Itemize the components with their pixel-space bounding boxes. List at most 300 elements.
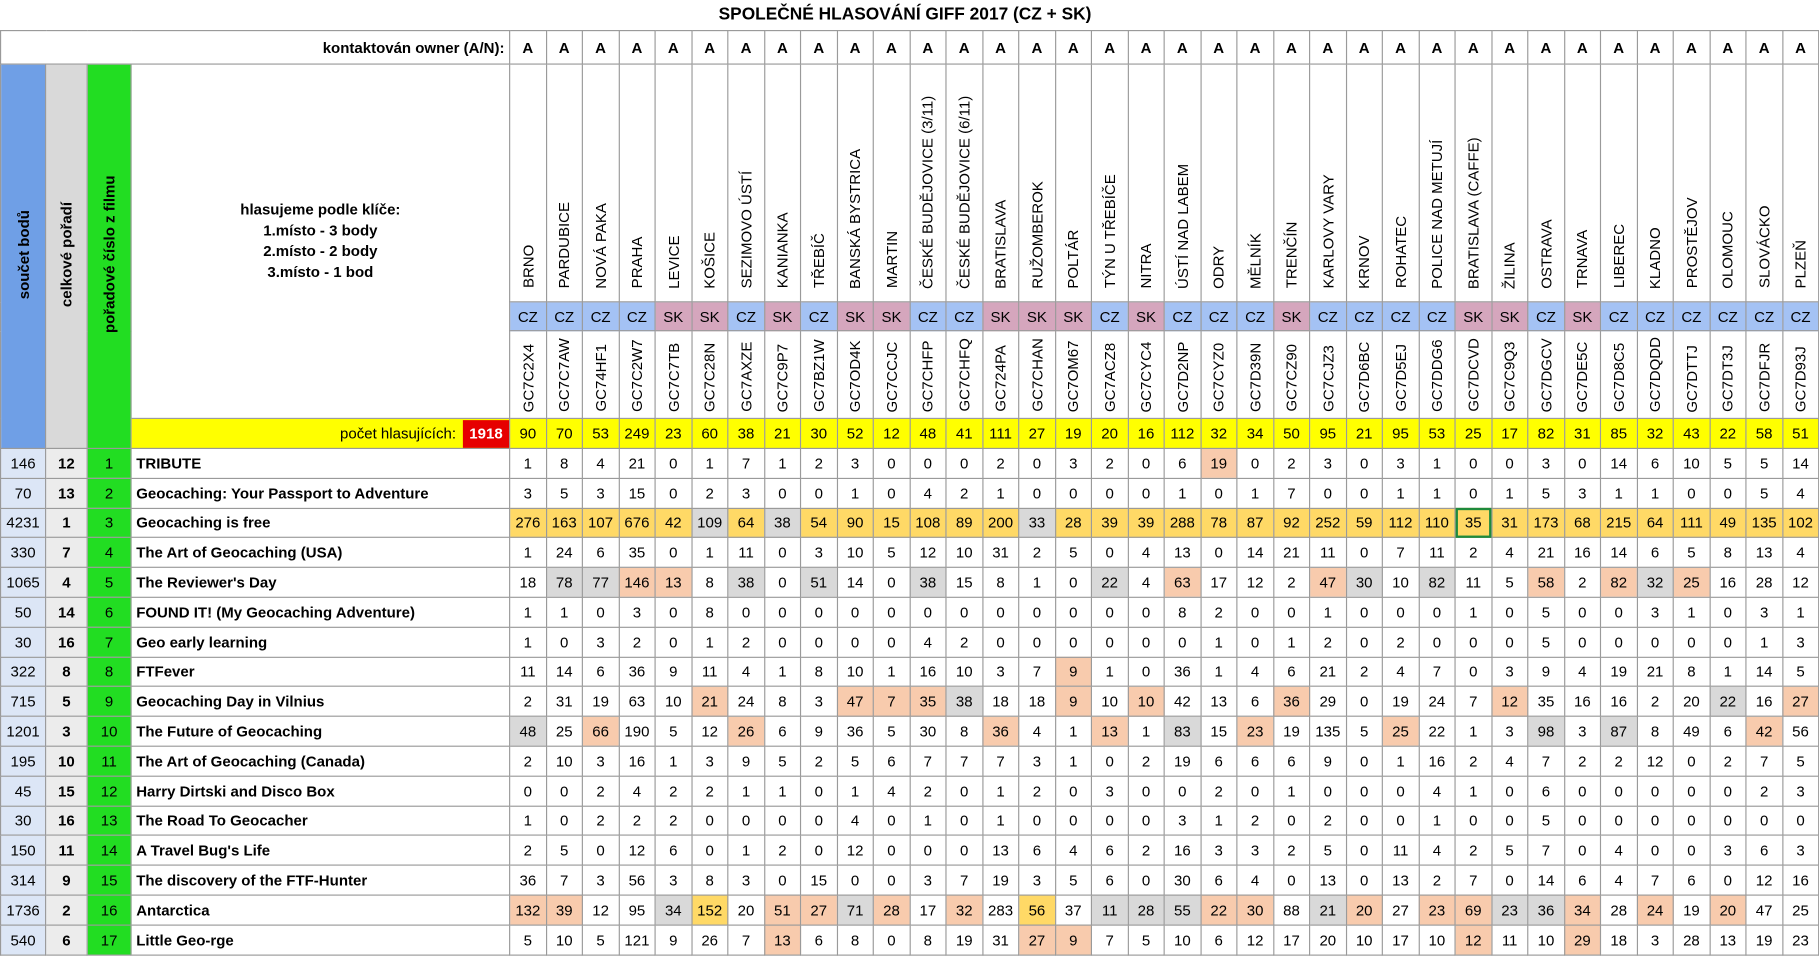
vote-cell[interactable]: 28: [1055, 508, 1091, 538]
voters-count[interactable]: 90: [510, 418, 546, 448]
vote-cell[interactable]: 0: [1055, 776, 1091, 806]
vote-cell[interactable]: 6: [1673, 865, 1709, 895]
voters-count[interactable]: 25: [1455, 418, 1491, 448]
vote-cell[interactable]: 11: [1382, 835, 1418, 865]
vote-cell[interactable]: 1: [1673, 597, 1709, 627]
voters-count[interactable]: 12: [873, 418, 909, 448]
voters-count[interactable]: 53: [582, 418, 618, 448]
vote-cell[interactable]: 1: [1455, 597, 1491, 627]
vote-cell[interactable]: 2: [801, 448, 837, 478]
vote-cell[interactable]: 6: [582, 538, 618, 568]
vote-cell[interactable]: 0: [982, 597, 1018, 627]
vote-cell[interactable]: 0: [1237, 597, 1273, 627]
vote-cell[interactable]: 4: [1782, 538, 1818, 568]
vote-cell[interactable]: 3: [1491, 716, 1527, 746]
vote-cell[interactable]: 4: [1019, 716, 1055, 746]
voters-count[interactable]: 95: [1310, 418, 1346, 448]
film-number[interactable]: 10: [87, 716, 131, 746]
vote-cell[interactable]: 0: [837, 597, 873, 627]
geocache-link[interactable]: [946, 331, 982, 419]
vote-cell[interactable]: 36: [837, 716, 873, 746]
vote-cell[interactable]: 13: [655, 568, 691, 598]
vote-cell[interactable]: 1: [1455, 716, 1491, 746]
owner-cell[interactable]: A: [1346, 31, 1382, 64]
owner-cell[interactable]: A: [1673, 31, 1709, 64]
vote-cell[interactable]: 8: [546, 448, 582, 478]
geocache-code[interactable]: GC7D6BC: [1355, 341, 1373, 413]
voters-count[interactable]: 82: [1528, 418, 1564, 448]
vote-cell[interactable]: 1: [910, 806, 946, 836]
vote-cell[interactable]: 18: [1019, 687, 1055, 717]
vote-cell[interactable]: 3: [582, 865, 618, 895]
vote-cell[interactable]: 6: [1019, 835, 1055, 865]
vote-cell[interactable]: 9: [1310, 746, 1346, 776]
owner-cell[interactable]: A: [801, 31, 837, 64]
film-name[interactable]: The Art of Geocaching (Canada): [131, 746, 510, 776]
geocache-link[interactable]: [1528, 331, 1564, 419]
vote-cell[interactable]: 23: [1237, 716, 1273, 746]
vote-cell[interactable]: 13: [1201, 687, 1237, 717]
vote-cell[interactable]: 3: [982, 657, 1018, 687]
vote-cell[interactable]: 0: [1637, 627, 1673, 657]
vote-cell[interactable]: 3: [1019, 746, 1055, 776]
vote-cell[interactable]: 7: [946, 865, 982, 895]
geocache-link[interactable]: [728, 331, 764, 419]
points-sum[interactable]: 540: [1, 925, 46, 955]
geocache-link[interactable]: [910, 331, 946, 419]
vote-cell[interactable]: 0: [873, 835, 909, 865]
vote-cell[interactable]: 24: [728, 687, 764, 717]
vote-cell[interactable]: 19: [1746, 925, 1782, 955]
vote-cell[interactable]: 7: [1273, 478, 1309, 508]
voters-count[interactable]: 32: [1201, 418, 1237, 448]
vote-cell[interactable]: 3: [1564, 716, 1600, 746]
vote-cell[interactable]: 29: [1564, 925, 1600, 955]
vote-cell[interactable]: 13: [1310, 865, 1346, 895]
vote-cell[interactable]: 12: [1637, 746, 1673, 776]
vote-cell[interactable]: 2: [1273, 568, 1309, 598]
vote-cell[interactable]: 4: [1128, 568, 1164, 598]
points-sum[interactable]: 322: [1, 657, 46, 687]
vote-cell[interactable]: 19: [946, 925, 982, 955]
geocache-link[interactable]: [1273, 331, 1309, 419]
vote-cell[interactable]: 0: [728, 806, 764, 836]
vote-cell[interactable]: 0: [1710, 865, 1746, 895]
points-sum[interactable]: 195: [1, 746, 46, 776]
vote-cell[interactable]: 2: [1601, 746, 1637, 776]
overall-rank[interactable]: 7: [46, 538, 88, 568]
vote-cell[interactable]: 0: [1601, 806, 1637, 836]
owner-cell[interactable]: A: [1491, 31, 1527, 64]
vote-cell[interactable]: 3: [728, 865, 764, 895]
film-number[interactable]: 4: [87, 538, 131, 568]
vote-cell[interactable]: 0: [1164, 627, 1200, 657]
vote-cell[interactable]: 3: [1782, 627, 1818, 657]
vote-cell[interactable]: 3: [1237, 835, 1273, 865]
vote-cell[interactable]: 7: [1019, 657, 1055, 687]
vote-cell[interactable]: 4: [1782, 478, 1818, 508]
vote-cell[interactable]: 2: [1237, 806, 1273, 836]
vote-cell[interactable]: 3: [837, 448, 873, 478]
vote-cell[interactable]: 13: [1164, 538, 1200, 568]
vote-cell[interactable]: 38: [728, 568, 764, 598]
vote-cell[interactable]: 0: [873, 865, 909, 895]
geocache-code[interactable]: GC7DGCV: [1537, 337, 1555, 413]
owner-cell[interactable]: A: [1782, 31, 1818, 64]
vote-cell[interactable]: 19: [982, 865, 1018, 895]
vote-cell[interactable]: 0: [655, 448, 691, 478]
vote-cell[interactable]: 0: [801, 627, 837, 657]
vote-cell[interactable]: 14: [1237, 538, 1273, 568]
geocache-code[interactable]: GC74HF1: [591, 344, 610, 413]
geocache-code[interactable]: GC7CZ90: [1282, 344, 1301, 413]
vote-cell[interactable]: 19: [1601, 657, 1637, 687]
vote-cell[interactable]: 0: [691, 835, 727, 865]
geocache-code[interactable]: GC7C7AW: [555, 338, 573, 413]
vote-cell[interactable]: 5: [1782, 746, 1818, 776]
owner-cell[interactable]: A: [1419, 31, 1455, 64]
vote-cell[interactable]: 7: [546, 865, 582, 895]
vote-cell[interactable]: 0: [946, 776, 982, 806]
vote-cell[interactable]: 0: [1710, 806, 1746, 836]
vote-cell[interactable]: 6: [1637, 538, 1673, 568]
vote-cell[interactable]: 0: [1673, 627, 1709, 657]
vote-cell[interactable]: 36: [510, 865, 546, 895]
vote-cell[interactable]: 3: [655, 865, 691, 895]
vote-cell[interactable]: 63: [1164, 568, 1200, 598]
voters-count[interactable]: 51: [1782, 418, 1818, 448]
vote-cell[interactable]: 2: [1382, 627, 1418, 657]
owner-cell[interactable]: A: [946, 31, 982, 64]
vote-cell[interactable]: 25: [1673, 568, 1709, 598]
film-name[interactable]: Geocaching Day in Vilnius: [131, 687, 510, 717]
vote-cell[interactable]: 0: [1019, 597, 1055, 627]
vote-cell[interactable]: 121: [619, 925, 655, 955]
vote-cell[interactable]: 56: [619, 865, 655, 895]
voters-count[interactable]: 41: [946, 418, 982, 448]
vote-cell[interactable]: 7: [1382, 538, 1418, 568]
vote-cell[interactable]: 0: [1310, 478, 1346, 508]
vote-cell[interactable]: 6: [1746, 835, 1782, 865]
vote-cell[interactable]: 3: [801, 687, 837, 717]
vote-cell[interactable]: 78: [1201, 508, 1237, 538]
vote-cell[interactable]: 1: [1091, 657, 1127, 687]
vote-cell[interactable]: 1: [1164, 478, 1200, 508]
geocache-code[interactable]: GC7D2NP: [1173, 341, 1192, 413]
vote-cell[interactable]: 10: [1128, 687, 1164, 717]
vote-cell[interactable]: 1: [510, 538, 546, 568]
vote-cell[interactable]: 5: [1055, 865, 1091, 895]
vote-cell[interactable]: 23: [1419, 895, 1455, 925]
vote-cell[interactable]: 0: [1346, 627, 1382, 657]
vote-cell[interactable]: 37: [1055, 895, 1091, 925]
voters-count[interactable]: 38: [728, 418, 764, 448]
vote-cell[interactable]: 12: [1491, 687, 1527, 717]
vote-cell[interactable]: 35: [910, 687, 946, 717]
vote-cell[interactable]: 10: [546, 746, 582, 776]
vote-cell[interactable]: 0: [1601, 776, 1637, 806]
voters-count[interactable]: 70: [546, 418, 582, 448]
overall-rank[interactable]: 14: [46, 597, 88, 627]
voters-count[interactable]: 22: [1710, 418, 1746, 448]
vote-cell[interactable]: 31: [1491, 508, 1527, 538]
vote-cell[interactable]: 22: [1201, 895, 1237, 925]
vote-cell[interactable]: 16: [910, 657, 946, 687]
points-sum[interactable]: 330: [1, 538, 46, 568]
voters-count[interactable]: 60: [691, 418, 727, 448]
vote-cell[interactable]: 82: [1601, 568, 1637, 598]
vote-cell[interactable]: 88: [1273, 895, 1309, 925]
vote-cell[interactable]: 0: [1710, 627, 1746, 657]
vote-cell[interactable]: 0: [1491, 865, 1527, 895]
vote-cell[interactable]: 71: [837, 895, 873, 925]
vote-cell[interactable]: 34: [655, 895, 691, 925]
vote-cell[interactable]: 8: [1637, 716, 1673, 746]
geocache-code[interactable]: GC7AXZE: [737, 342, 755, 413]
vote-cell[interactable]: 49: [1710, 508, 1746, 538]
vote-cell[interactable]: 0: [1091, 478, 1127, 508]
vote-cell[interactable]: 6: [1201, 746, 1237, 776]
points-sum[interactable]: 45: [1, 776, 46, 806]
vote-cell[interactable]: 0: [1491, 627, 1527, 657]
vote-cell[interactable]: 12: [1237, 568, 1273, 598]
vote-cell[interactable]: 6: [1528, 776, 1564, 806]
vote-cell[interactable]: 4: [728, 657, 764, 687]
vote-cell[interactable]: 1: [1237, 478, 1273, 508]
vote-cell[interactable]: 4: [1128, 538, 1164, 568]
voters-count[interactable]: 19: [1055, 418, 1091, 448]
vote-cell[interactable]: 19: [1201, 448, 1237, 478]
vote-cell[interactable]: 0: [1491, 776, 1527, 806]
vote-cell[interactable]: 16: [1710, 568, 1746, 598]
vote-cell[interactable]: 66: [582, 716, 618, 746]
vote-cell[interactable]: 2: [619, 806, 655, 836]
vote-cell[interactable]: 7: [982, 746, 1018, 776]
overall-rank[interactable]: 9: [46, 865, 88, 895]
vote-cell[interactable]: 0: [655, 597, 691, 627]
vote-cell[interactable]: 0: [910, 835, 946, 865]
film-number[interactable]: 11: [87, 746, 131, 776]
vote-cell[interactable]: 1: [1201, 806, 1237, 836]
vote-cell[interactable]: 8: [1673, 657, 1709, 687]
owner-cell[interactable]: A: [546, 31, 582, 64]
vote-cell[interactable]: 1: [764, 448, 800, 478]
vote-cell[interactable]: 19: [1382, 687, 1418, 717]
geocache-code[interactable]: GC7C2W7: [628, 339, 646, 413]
vote-cell[interactable]: 0: [1455, 627, 1491, 657]
vote-cell[interactable]: 283: [982, 895, 1018, 925]
overall-rank[interactable]: 11: [46, 835, 88, 865]
vote-cell[interactable]: 47: [1746, 895, 1782, 925]
vote-cell[interactable]: 132: [510, 895, 546, 925]
film-name[interactable]: Little Geo-rge: [131, 925, 510, 955]
vote-cell[interactable]: 56: [1782, 716, 1818, 746]
vote-cell[interactable]: 0: [546, 627, 582, 657]
vote-cell[interactable]: 20: [1710, 895, 1746, 925]
geocache-code[interactable]: GC7CHAN: [1028, 338, 1046, 413]
vote-cell[interactable]: 19: [1273, 716, 1309, 746]
vote-cell[interactable]: 56: [1019, 895, 1055, 925]
vote-cell[interactable]: 0: [510, 776, 546, 806]
vote-cell[interactable]: 0: [1564, 448, 1600, 478]
vote-cell[interactable]: 1: [1782, 597, 1818, 627]
vote-cell[interactable]: 28: [1128, 895, 1164, 925]
vote-cell[interactable]: 1: [1055, 746, 1091, 776]
vote-cell[interactable]: 5: [1491, 568, 1527, 598]
vote-cell[interactable]: 146: [619, 568, 655, 598]
vote-cell[interactable]: 0: [1346, 597, 1382, 627]
vote-cell[interactable]: 0: [801, 806, 837, 836]
vote-cell[interactable]: 0: [1673, 478, 1709, 508]
vote-cell[interactable]: 163: [546, 508, 582, 538]
vote-cell[interactable]: 0: [873, 448, 909, 478]
vote-cell[interactable]: 11: [1091, 895, 1127, 925]
vote-cell[interactable]: 0: [1237, 776, 1273, 806]
geocache-code[interactable]: GC7DT3J: [1719, 345, 1737, 413]
vote-cell[interactable]: 2: [691, 776, 727, 806]
points-sum[interactable]: 4231: [1, 508, 46, 538]
geocache-link[interactable]: [1346, 331, 1382, 419]
vote-cell[interactable]: 0: [1273, 597, 1309, 627]
vote-cell[interactable]: 0: [1310, 776, 1346, 806]
vote-cell[interactable]: 10: [1419, 925, 1455, 955]
owner-cell[interactable]: A: [655, 31, 691, 64]
vote-cell[interactable]: 26: [691, 925, 727, 955]
vote-cell[interactable]: 0: [1091, 597, 1127, 627]
vote-cell[interactable]: 51: [764, 895, 800, 925]
film-number[interactable]: 17: [87, 925, 131, 955]
vote-cell[interactable]: 5: [1310, 835, 1346, 865]
vote-cell[interactable]: 3: [1746, 597, 1782, 627]
vote-cell[interactable]: 5: [1782, 657, 1818, 687]
voters-count[interactable]: 30: [801, 418, 837, 448]
vote-cell[interactable]: 0: [655, 478, 691, 508]
film-name[interactable]: Geocaching: Your Passport to Adventure: [131, 478, 510, 508]
vote-cell[interactable]: 0: [1346, 448, 1382, 478]
geocache-link[interactable]: [1237, 331, 1273, 419]
vote-cell[interactable]: 2: [510, 687, 546, 717]
vote-cell[interactable]: 28: [1746, 568, 1782, 598]
vote-cell[interactable]: 2: [1201, 776, 1237, 806]
vote-cell[interactable]: 10: [1382, 568, 1418, 598]
vote-cell[interactable]: 13: [1746, 538, 1782, 568]
vote-cell[interactable]: 22: [1419, 716, 1455, 746]
vote-cell[interactable]: 0: [946, 835, 982, 865]
vote-cell[interactable]: 4: [1491, 746, 1527, 776]
vote-cell[interactable]: 8: [801, 657, 837, 687]
vote-cell[interactable]: 33: [1019, 508, 1055, 538]
vote-cell[interactable]: 78: [546, 568, 582, 598]
vote-cell[interactable]: 2: [801, 746, 837, 776]
vote-cell[interactable]: 4: [910, 627, 946, 657]
vote-cell[interactable]: 13: [1091, 716, 1127, 746]
vote-cell[interactable]: 6: [1637, 448, 1673, 478]
vote-cell[interactable]: 21: [1528, 538, 1564, 568]
vote-cell[interactable]: 2: [1273, 835, 1309, 865]
vote-cell[interactable]: 2: [1128, 835, 1164, 865]
vote-cell[interactable]: 2: [1419, 865, 1455, 895]
points-sum[interactable]: 150: [1, 835, 46, 865]
geocache-link[interactable]: [510, 331, 546, 419]
vote-cell[interactable]: 54: [801, 508, 837, 538]
owner-cell[interactable]: A: [619, 31, 655, 64]
vote-cell[interactable]: 7: [1637, 865, 1673, 895]
owner-cell[interactable]: A: [728, 31, 764, 64]
vote-cell[interactable]: 3: [1310, 448, 1346, 478]
overall-rank[interactable]: 1: [46, 508, 88, 538]
vote-cell[interactable]: 0: [655, 627, 691, 657]
geocache-code[interactable]: GC7C9Q3: [1500, 341, 1519, 413]
vote-cell[interactable]: 13: [982, 835, 1018, 865]
vote-cell[interactable]: 6: [1164, 448, 1200, 478]
overall-rank[interactable]: 16: [46, 627, 88, 657]
vote-cell[interactable]: 17: [1273, 925, 1309, 955]
vote-cell[interactable]: 0: [1382, 806, 1418, 836]
vote-cell[interactable]: 0: [764, 478, 800, 508]
geocache-link[interactable]: [982, 331, 1018, 419]
vote-cell[interactable]: 15: [946, 568, 982, 598]
vote-cell[interactable]: 21: [1310, 895, 1346, 925]
geocache-code[interactable]: GC7C28N: [701, 342, 719, 413]
vote-cell[interactable]: 87: [1601, 716, 1637, 746]
vote-cell[interactable]: 4: [1564, 657, 1600, 687]
vote-cell[interactable]: 1: [1637, 478, 1673, 508]
vote-cell[interactable]: 6: [801, 925, 837, 955]
vote-cell[interactable]: 14: [1601, 538, 1637, 568]
vote-cell[interactable]: 89: [946, 508, 982, 538]
vote-cell[interactable]: 12: [837, 835, 873, 865]
vote-cell[interactable]: 4: [910, 478, 946, 508]
vote-cell[interactable]: 1: [1019, 568, 1055, 598]
vote-cell[interactable]: 200: [982, 508, 1018, 538]
vote-cell[interactable]: 0: [582, 835, 618, 865]
vote-cell[interactable]: 0: [1128, 865, 1164, 895]
geocache-link[interactable]: [1637, 331, 1673, 419]
vote-cell[interactable]: 0: [1273, 865, 1309, 895]
vote-cell[interactable]: 19: [1673, 895, 1709, 925]
vote-cell[interactable]: 3: [619, 597, 655, 627]
voters-count[interactable]: 34: [1237, 418, 1273, 448]
vote-cell[interactable]: 39: [1128, 508, 1164, 538]
geocache-link[interactable]: [1746, 331, 1782, 419]
vote-cell[interactable]: 14: [546, 657, 582, 687]
vote-cell[interactable]: 20: [1310, 925, 1346, 955]
voters-count[interactable]: 27: [1019, 418, 1055, 448]
geocache-code[interactable]: GC7CYC4: [1137, 341, 1155, 413]
vote-cell[interactable]: 4: [1601, 835, 1637, 865]
vote-cell[interactable]: 0: [764, 806, 800, 836]
owner-cell[interactable]: A: [1382, 31, 1418, 64]
vote-cell[interactable]: 36: [1528, 895, 1564, 925]
vote-cell[interactable]: 1: [837, 478, 873, 508]
vote-cell[interactable]: 0: [1091, 538, 1127, 568]
vote-cell[interactable]: 2: [1455, 835, 1491, 865]
vote-cell[interactable]: 0: [873, 627, 909, 657]
vote-cell[interactable]: 7: [1455, 687, 1491, 717]
owner-cell[interactable]: A: [1746, 31, 1782, 64]
vote-cell[interactable]: 11: [1491, 925, 1527, 955]
geocache-link[interactable]: [837, 331, 873, 419]
vote-cell[interactable]: 25: [1382, 716, 1418, 746]
vote-cell[interactable]: 0: [1346, 865, 1382, 895]
vote-cell[interactable]: 5: [764, 746, 800, 776]
geocache-code[interactable]: GC7DTTJ: [1682, 344, 1701, 413]
vote-cell[interactable]: 109: [691, 508, 727, 538]
vote-cell[interactable]: 5: [582, 925, 618, 955]
vote-cell[interactable]: 0: [873, 597, 909, 627]
vote-cell[interactable]: 30: [1237, 895, 1273, 925]
vote-cell[interactable]: 3: [1019, 865, 1055, 895]
